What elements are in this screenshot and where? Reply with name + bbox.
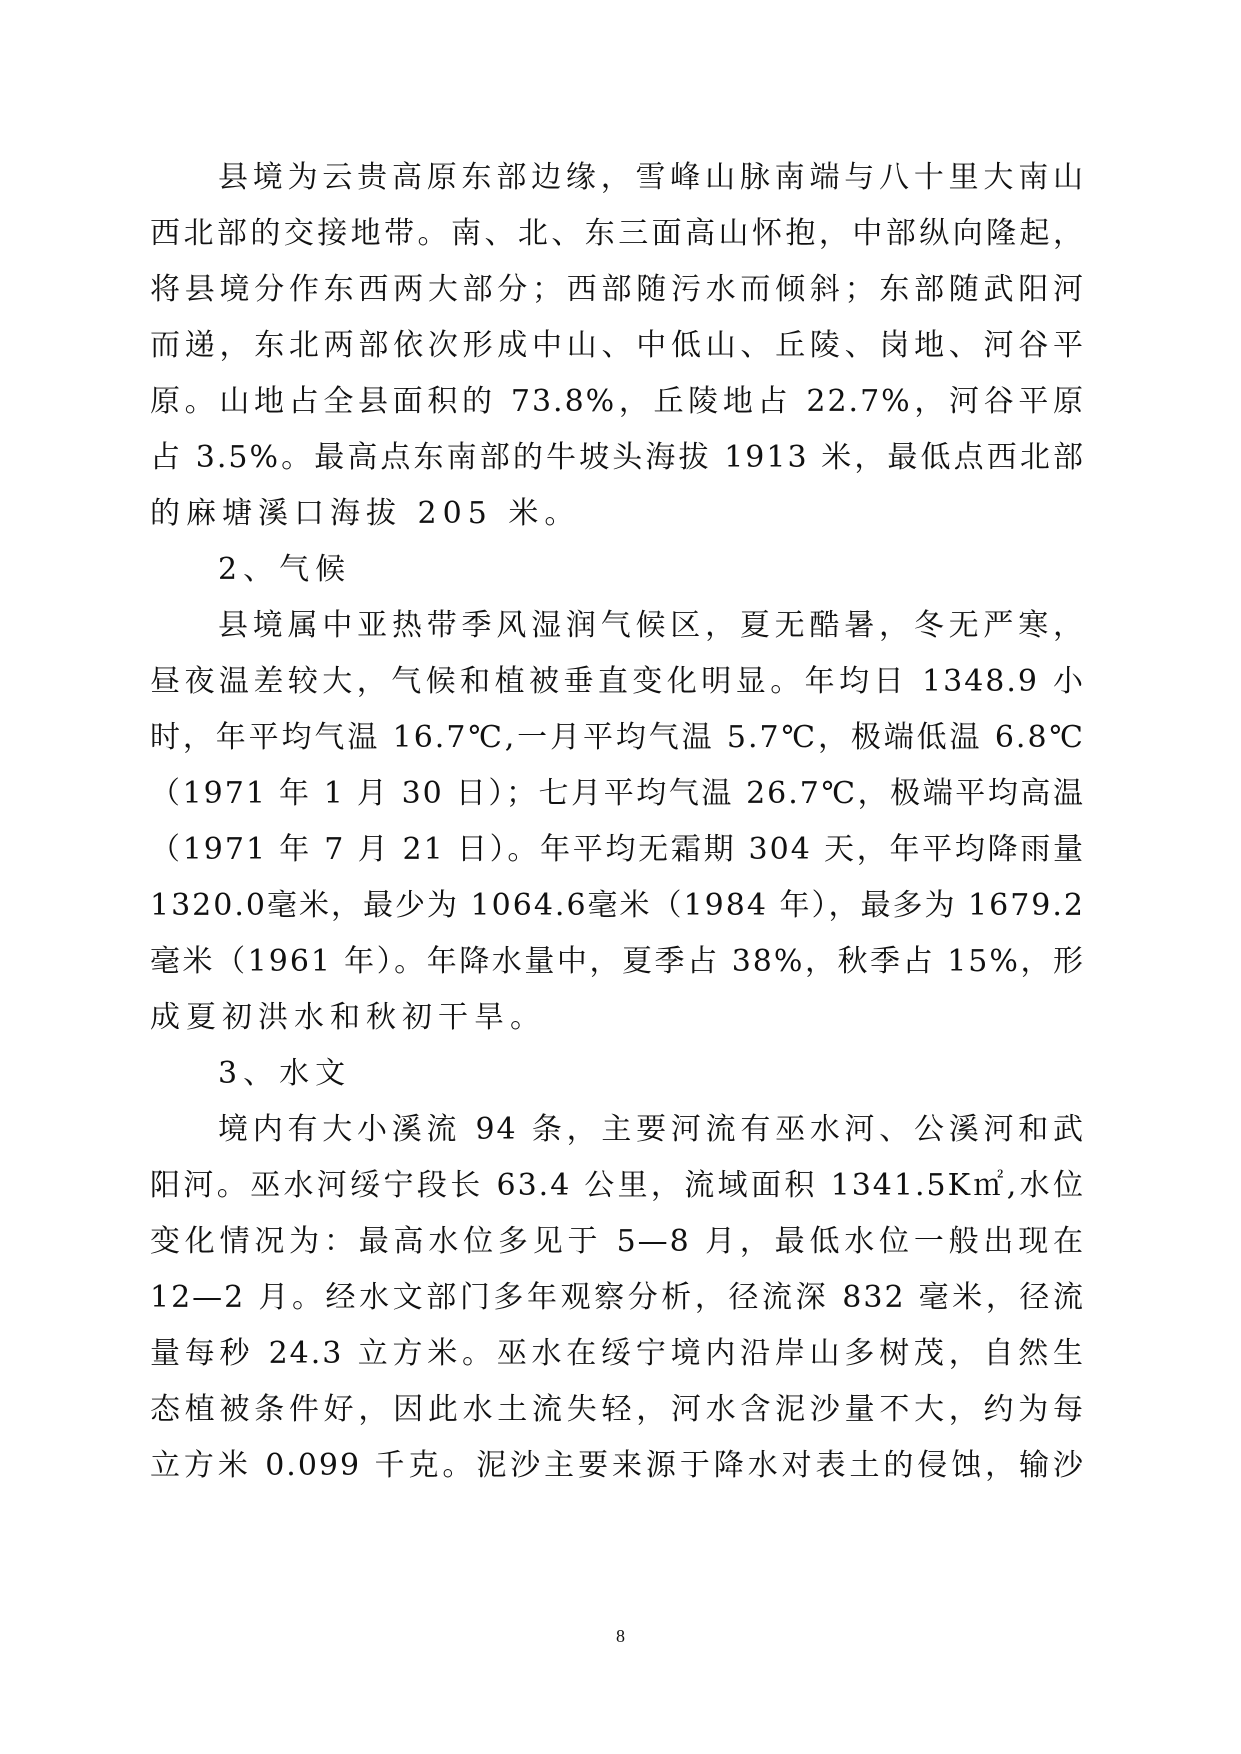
text-line: 毫米（1961 年）。年降水量中，夏季占 38%，秋季占 15%，形 — [150, 944, 1085, 979]
text-line: 县境属中亚热带季风湿润气候区，夏无酷暑，冬无严寒， — [218, 608, 1085, 643]
text-line: （1971 年 7 月 21 日）。年平均无霜期 304 天，年平均降雨量 — [150, 832, 1085, 867]
text-line: 时，年平均气温 16.7℃,一月平均气温 5.7℃，极端低温 6.8℃ — [150, 720, 1085, 755]
text-line: 将县境分作东西两大部分；西部随污水而倾斜；东部随武阳河 — [150, 272, 1085, 307]
text-line: 占 3.5%。最高点东南部的牛坡头海拔 1913 米，最低点西北部 — [150, 440, 1085, 475]
text-line: 态植被条件好，因此水土流失轻，河水含泥沙量不大，约为每 — [150, 1392, 1085, 1427]
text-line: 境内有大小溪流 94 条，主要河流有巫水河、公溪河和武 — [218, 1112, 1085, 1147]
text-line: 12—2 月。经水文部门多年观察分析，径流深 832 毫米，径流 — [150, 1280, 1085, 1315]
text-line: 立方米 0.099 千克。泥沙主要来源于降水对表土的侵蚀，输沙 — [150, 1448, 1085, 1483]
text-line: 昼夜温差较大，气候和植被垂直变化明显。年均日 1348.9 小 — [150, 664, 1085, 699]
text-line: 成夏初洪水和秋初干旱。 — [150, 1000, 546, 1035]
section-heading-climate: 2、气候 — [218, 552, 352, 587]
text-line: 阳河。巫水河绥宁段长 63.4 公里，流域面积 1341.5K㎡,水位 — [150, 1168, 1085, 1203]
text-line: 原。山地占全县面积的 73.8%，丘陵地占 22.7%，河谷平原 — [150, 384, 1085, 419]
text-line: 1320.0毫米，最少为 1064.6毫米（1984 年），最多为 1679.2 — [150, 888, 1085, 923]
text-line: 西北部的交接地带。南、北、东三面高山怀抱，中部纵向隆起， — [150, 216, 1085, 251]
text-line: 县境为云贵高原东部边缘，雪峰山脉南端与八十里大南山 — [218, 160, 1085, 195]
text-line: 量每秒 24.3 立方米。巫水在绥宁境内沿岸山多树茂，自然生 — [150, 1336, 1085, 1371]
text-line: 的麻塘溪口海拔 205 米。 — [150, 496, 581, 531]
page-number: 8 — [616, 1626, 625, 1646]
text-line: 而递，东北两部依次形成中山、中低山、丘陵、岗地、河谷平 — [150, 328, 1085, 363]
text-line: 变化情况为：最高水位多见于 5—8 月，最低水位一般出现在 — [150, 1224, 1085, 1259]
section-heading-hydrology: 3、水文 — [218, 1056, 352, 1091]
text-line: （1971 年 1 月 30 日）；七月平均气温 26.7℃，极端平均高温 — [150, 776, 1085, 811]
